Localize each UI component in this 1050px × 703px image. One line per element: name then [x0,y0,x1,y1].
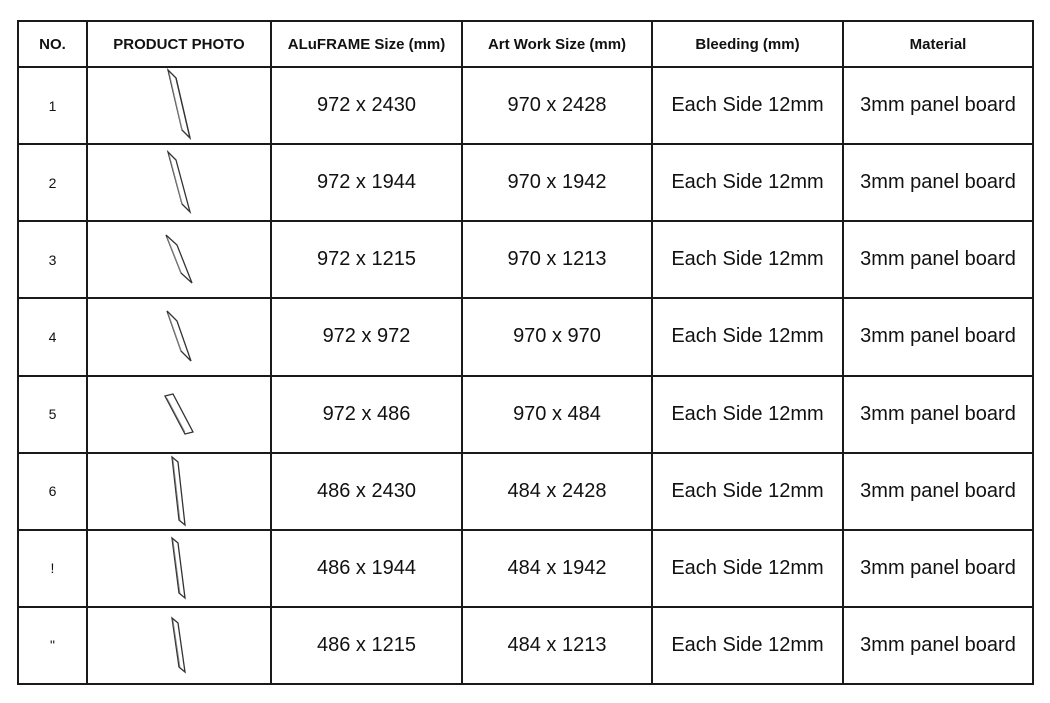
artwork-size: 484 x 1213 [462,607,652,684]
aluframe-size: 972 x 1215 [271,221,462,298]
product-photo [87,453,271,530]
header-bleeding: Bleeding (mm) [652,21,843,67]
material: 3mm panel board [843,453,1033,530]
header-no: NO. [18,21,87,67]
bleeding: Each Side 12mm [652,144,843,221]
material: 3mm panel board [843,67,1033,144]
product-photo [87,221,271,298]
row-number: 4 [18,298,87,375]
header-aluframe-size: ALuFRAME Size (mm) [271,21,462,67]
narrow-frame-icon [169,536,189,600]
row-number: ! [18,530,87,607]
tall-frame-icon [164,68,194,143]
table-row [18,298,1033,375]
row-number: 2 [18,144,87,221]
material: 3mm panel board [843,530,1033,607]
tall-frame-icon [164,150,194,216]
bleeding: Each Side 12mm [652,530,843,607]
frame-icon [163,233,195,287]
artwork-size: 970 x 1213 [462,221,652,298]
table-row [18,221,1033,298]
material: 3mm panel board [843,376,1033,453]
product-photo [87,298,271,375]
artwork-size: 970 x 970 [462,298,652,375]
product-photo [87,144,271,221]
spec-table [17,20,1034,685]
product-photo [87,67,271,144]
product-photo [87,607,271,684]
artwork-size: 484 x 1942 [462,530,652,607]
row-number: 3 [18,221,87,298]
table-row [18,376,1033,453]
narrow-frame-icon [169,616,189,674]
bleeding: Each Side 12mm [652,67,843,144]
material: 3mm panel board [843,221,1033,298]
material: 3mm panel board [843,298,1033,375]
artwork-size: 970 x 1942 [462,144,652,221]
product-photo [87,530,271,607]
header-artwork-size: Art Work Size (mm) [462,21,652,67]
bleeding: Each Side 12mm [652,453,843,530]
header-material: Material [843,21,1033,67]
bleeding: Each Side 12mm [652,607,843,684]
artwork-size: 484 x 2428 [462,453,652,530]
product-photo [87,376,271,453]
bleeding: Each Side 12mm [652,221,843,298]
artwork-size: 970 x 484 [462,376,652,453]
header-product-photo: PRODUCT PHOTO [87,21,271,67]
bleeding: Each Side 12mm [652,298,843,375]
bleeding: Each Side 12mm [652,376,843,453]
aluframe-size: 486 x 2430 [271,453,462,530]
table-row [18,67,1033,144]
aluframe-size: 486 x 1215 [271,607,462,684]
row-number: 6 [18,453,87,530]
material: 3mm panel board [843,144,1033,221]
artwork-size: 970 x 2428 [462,67,652,144]
material: 3mm panel board [843,607,1033,684]
aluframe-size: 972 x 972 [271,298,462,375]
aluframe-size: 486 x 1944 [271,530,462,607]
row-number: 5 [18,376,87,453]
wide-frame-icon [163,392,195,436]
aluframe-size: 972 x 486 [271,376,462,453]
row-number: " [18,607,87,684]
aluframe-size: 972 x 2430 [271,67,462,144]
narrow-frame-icon [169,455,189,527]
row-number: 1 [18,67,87,144]
aluframe-size: 972 x 1944 [271,144,462,221]
table-row [18,530,1033,607]
square-frame-icon [164,309,194,365]
table-row [18,607,1033,684]
header-row [18,21,1033,67]
table-row [18,144,1033,221]
table-row [18,453,1033,530]
